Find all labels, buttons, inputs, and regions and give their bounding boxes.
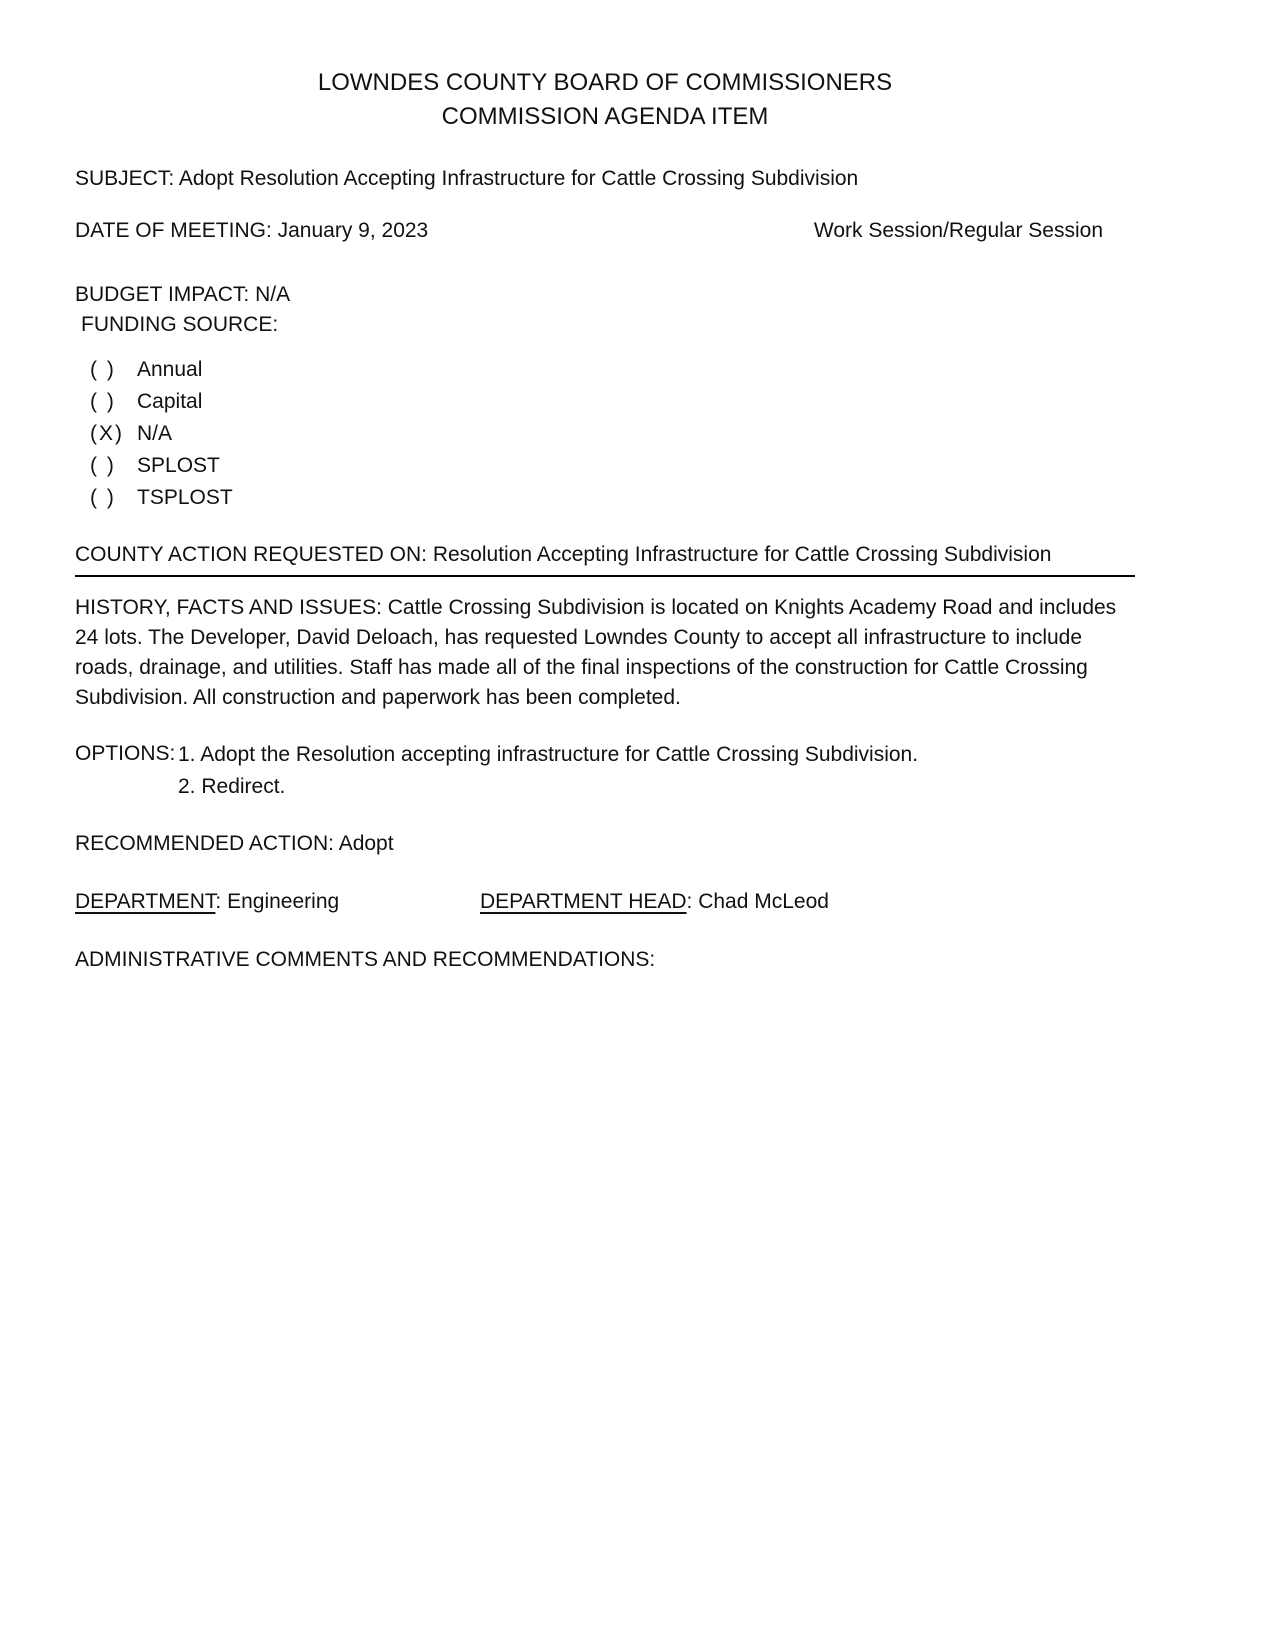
budget-impact: BUDGET IMPACT: N/A bbox=[75, 283, 291, 306]
department-row bbox=[75, 887, 1135, 917]
department-label: DEPARTMENT bbox=[75, 890, 216, 913]
department-cell bbox=[75, 887, 480, 917]
funding-option-capital bbox=[90, 386, 1135, 418]
department-head-value: : Chad McLeod bbox=[686, 890, 829, 913]
history-facts-issues: HISTORY, FACTS AND ISSUES: Cattle Crossing Subdivision is located on Knights Academy Road and includes 24 lots. The Developer, David Deloach, has requested Lowndes County to accept all infrastructure to include roads, drainage, and utilities. Staff has made all of the final inspections of the construction for Cattle Crossing Subdivision. All construction and paperwork has been completed. bbox=[75, 596, 1117, 709]
funding-source-label: FUNDING SOURCE: bbox=[81, 313, 279, 336]
options-label: OPTIONS: bbox=[75, 742, 176, 765]
county-action-line: COUNTY ACTION REQUESTED ON: Resolution Accepting Infrastructure for Cattle Crossing Subdivision bbox=[75, 540, 1135, 577]
funding-option-annual bbox=[90, 354, 1135, 386]
option-item-2: 2. Redirect. bbox=[178, 775, 286, 798]
funding-source-list bbox=[75, 354, 1135, 514]
funding-option-splost bbox=[90, 450, 1135, 482]
options-items bbox=[178, 739, 918, 803]
meeting-date-row bbox=[75, 216, 1135, 246]
checkbox-na-checked: (X) bbox=[90, 422, 124, 445]
title-line-1: LOWNDES COUNTY BOARD OF COMMISSIONERS bbox=[317, 69, 893, 96]
administrative-comments: ADMINISTRATIVE COMMENTS AND RECOMMENDATIONS: bbox=[75, 948, 656, 971]
checkbox-tsplost: ( ) bbox=[90, 486, 116, 509]
funding-option-label: Annual bbox=[137, 358, 203, 381]
recommended-action: RECOMMENDED ACTION: Adopt bbox=[75, 832, 394, 855]
funding-option-na bbox=[90, 418, 1135, 450]
department-value: : Engineering bbox=[215, 890, 340, 913]
department-head-label: DEPARTMENT HEAD bbox=[480, 890, 687, 913]
funding-option-label: Capital bbox=[137, 390, 203, 413]
checkbox-capital: ( ) bbox=[90, 390, 116, 413]
subject-line: SUBJECT: Adopt Resolution Accepting Infrastructure for Cattle Crossing Subdivision bbox=[75, 167, 859, 190]
meeting-date: DATE OF MEETING: January 9, 2023 bbox=[75, 219, 429, 242]
funding-option-tsplost bbox=[90, 482, 1135, 514]
funding-option-label: SPLOST bbox=[137, 454, 220, 477]
session-type: Work Session/Regular Session bbox=[813, 219, 1103, 242]
title-line-2: COMMISSION AGENDA ITEM bbox=[441, 103, 769, 130]
funding-option-label: TSPLOST bbox=[137, 486, 233, 509]
department-head-cell bbox=[480, 887, 829, 917]
checkbox-splost: ( ) bbox=[90, 454, 116, 477]
document-title bbox=[75, 66, 1135, 134]
checkbox-annual: ( ) bbox=[90, 358, 116, 381]
funding-option-label: N/A bbox=[137, 422, 173, 445]
option-item-1: 1. Adopt the Resolution accepting infrastructure for Cattle Crossing Subdivision. bbox=[178, 743, 919, 766]
options-section bbox=[75, 739, 1135, 803]
